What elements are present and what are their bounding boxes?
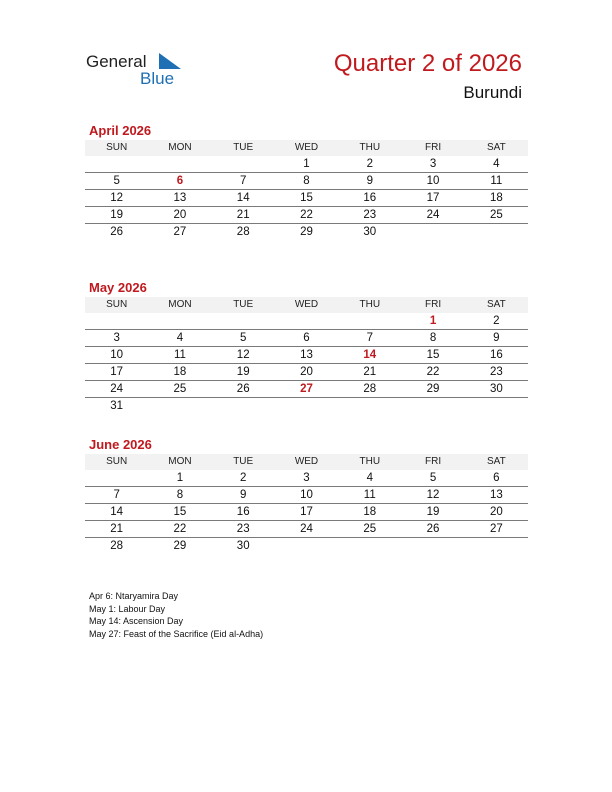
- week-row: [85, 398, 528, 415]
- day-cell: 17: [401, 190, 464, 207]
- day-cell: 8: [148, 487, 211, 504]
- day-cell: 15: [401, 347, 464, 364]
- day-cell: 10: [85, 347, 148, 364]
- day-cell: 6: [275, 330, 338, 347]
- week-row: [85, 156, 528, 173]
- day-cell: [212, 398, 275, 415]
- weekday-header: MON: [148, 454, 211, 470]
- day-cell: [148, 156, 211, 173]
- week-row: [85, 470, 528, 487]
- weekday-header: TUE: [212, 140, 275, 156]
- week-row: [85, 504, 528, 521]
- day-cell: [338, 538, 401, 555]
- day-cell: 18: [465, 190, 528, 207]
- day-cell: 14: [212, 190, 275, 207]
- weekday-header: TUE: [212, 454, 275, 470]
- weekday-header: FRI: [401, 454, 464, 470]
- day-cell: 5: [401, 470, 464, 487]
- month-may: [85, 279, 528, 414]
- day-cell: [212, 156, 275, 173]
- month-title: April 2026: [89, 123, 152, 138]
- day-cell: 28: [110, 540, 124, 552]
- day-cell: 5: [85, 173, 148, 190]
- weekday-header: FRI: [401, 297, 464, 313]
- day-cell: 18: [338, 504, 401, 521]
- weekday-header: WED: [275, 454, 338, 470]
- day-cell: 2: [212, 470, 275, 487]
- week-row: [85, 330, 528, 347]
- month-title: June 2026: [89, 437, 152, 452]
- month-june: [85, 436, 528, 554]
- weekday-header: FRI: [401, 140, 464, 156]
- day-cell: 21: [338, 364, 401, 381]
- week-row: [85, 487, 528, 504]
- day-cell: 4: [465, 156, 528, 173]
- day-cell: [401, 398, 464, 415]
- day-cell: 29: [173, 540, 187, 552]
- day-cell: 12: [401, 487, 464, 504]
- day-cell: [465, 538, 528, 555]
- week-row: [85, 207, 528, 224]
- day-cell: 9: [212, 487, 275, 504]
- week-row: [85, 381, 528, 398]
- month-april: [85, 122, 528, 240]
- day-cell: 1: [275, 156, 338, 173]
- day-cell: 20: [465, 504, 528, 521]
- day-cell: [85, 470, 148, 487]
- day-cell: 3: [401, 156, 464, 173]
- week-row: [85, 190, 528, 207]
- day-cell: 7: [212, 173, 275, 190]
- weekday-header: MON: [148, 140, 211, 156]
- day-cell: 7: [338, 330, 401, 347]
- day-cell: 8: [275, 173, 338, 190]
- holiday-day-cell: 1: [401, 313, 464, 330]
- day-cell: 14: [85, 504, 148, 521]
- day-cell: 17: [275, 504, 338, 521]
- day-cell: 10: [275, 487, 338, 504]
- day-cell: 11: [148, 347, 211, 364]
- day-cell: 29: [401, 381, 464, 398]
- generalblue-logo: [86, 52, 196, 92]
- day-cell: 27: [465, 521, 528, 538]
- day-cell: 13: [275, 347, 338, 364]
- weekday-header: THU: [338, 454, 401, 470]
- country-name: Burundi: [463, 83, 522, 102]
- day-cell: 8: [401, 330, 464, 347]
- day-cell: 30: [465, 381, 528, 398]
- day-cell: [148, 313, 211, 330]
- logo-general-text: General: [86, 52, 147, 71]
- logo-blue-text: Blue: [140, 69, 175, 88]
- day-cell: 15: [148, 504, 211, 521]
- weekday-header: SUN: [85, 454, 148, 470]
- weekday-header: SUN: [85, 140, 148, 156]
- day-cell: 19: [401, 504, 464, 521]
- day-cell: [401, 224, 464, 241]
- day-cell: 30: [236, 540, 250, 552]
- calendar-grid: [85, 140, 528, 240]
- weekday-header: SAT: [465, 297, 528, 313]
- week-row: [85, 173, 528, 190]
- day-cell: 31: [110, 400, 124, 412]
- day-cell: 12: [85, 190, 148, 207]
- week-row: [85, 224, 528, 241]
- day-cell: 1: [148, 470, 211, 487]
- day-cell: 21: [212, 207, 275, 224]
- day-cell: 4: [148, 330, 211, 347]
- day-cell: 24: [85, 381, 148, 398]
- day-cell: 11: [465, 173, 528, 190]
- day-cell: 2: [465, 313, 528, 330]
- weekday-header: TUE: [212, 297, 275, 313]
- day-cell: 7: [85, 487, 148, 504]
- day-cell: 15: [275, 190, 338, 207]
- holiday-note: May 27: Feast of the Sacrifice (Eid al-Adha): [89, 628, 264, 639]
- day-cell: 26: [212, 381, 275, 398]
- week-row: [85, 347, 528, 364]
- week-row: [85, 364, 528, 381]
- day-cell: 13: [148, 190, 211, 207]
- day-cell: 22: [148, 521, 211, 538]
- day-cell: 9: [465, 330, 528, 347]
- weekday-header: SAT: [465, 140, 528, 156]
- day-cell: 21: [85, 521, 148, 538]
- day-cell: 16: [212, 504, 275, 521]
- day-cell: [275, 538, 338, 555]
- day-cell: 19: [85, 207, 148, 224]
- day-cell: [148, 398, 211, 415]
- day-cell: 26: [401, 521, 464, 538]
- weekday-header: SUN: [85, 297, 148, 313]
- day-cell: 25: [465, 207, 528, 224]
- week-row: [85, 313, 528, 330]
- calendar-grid: [85, 297, 528, 414]
- day-cell: 6: [465, 470, 528, 487]
- holiday-note: May 14: Ascension Day: [89, 616, 184, 626]
- day-cell: 4: [338, 470, 401, 487]
- day-cell: [338, 398, 401, 415]
- day-cell: 5: [212, 330, 275, 347]
- day-cell: 25: [338, 521, 401, 538]
- day-cell: 18: [148, 364, 211, 381]
- day-cell: 23: [465, 364, 528, 381]
- day-cell: 19: [212, 364, 275, 381]
- day-cell: 10: [401, 173, 464, 190]
- holiday-day-cell: 6: [148, 173, 211, 190]
- day-cell: [401, 538, 464, 555]
- day-cell: 2: [338, 156, 401, 173]
- day-cell: 22: [401, 364, 464, 381]
- day-cell: 24: [275, 521, 338, 538]
- day-cell: [212, 313, 275, 330]
- day-cell: 3: [85, 330, 148, 347]
- day-cell: 28: [236, 226, 250, 238]
- logo-triangle-icon: [159, 53, 181, 69]
- holiday-day-cell: 14: [338, 347, 401, 364]
- day-cell: 24: [401, 207, 464, 224]
- day-cell: [275, 313, 338, 330]
- weekday-header: WED: [275, 140, 338, 156]
- week-row: [85, 521, 528, 538]
- day-cell: 23: [338, 207, 401, 224]
- day-cell: 22: [275, 207, 338, 224]
- day-cell: 3: [275, 470, 338, 487]
- day-cell: 28: [338, 381, 401, 398]
- day-cell: [338, 313, 401, 330]
- day-cell: [465, 224, 528, 241]
- holiday-notes: [89, 590, 263, 640]
- day-cell: 27: [173, 226, 187, 238]
- day-cell: 16: [465, 347, 528, 364]
- holiday-day-cell: 27: [275, 381, 338, 398]
- day-cell: 25: [148, 381, 211, 398]
- day-cell: 20: [148, 207, 211, 224]
- weekday-header: THU: [338, 140, 401, 156]
- day-cell: 9: [338, 173, 401, 190]
- weekday-header: WED: [275, 297, 338, 313]
- day-cell: 26: [110, 226, 124, 238]
- day-cell: [85, 156, 148, 173]
- holiday-note: Apr 6: Ntaryamira Day: [89, 591, 179, 601]
- weekday-header: MON: [148, 297, 211, 313]
- day-cell: 13: [465, 487, 528, 504]
- day-cell: [85, 313, 148, 330]
- calendar-grid: [85, 454, 528, 554]
- day-cell: [275, 398, 338, 415]
- week-row: [85, 538, 528, 555]
- day-cell: 16: [338, 190, 401, 207]
- day-cell: 17: [85, 364, 148, 381]
- holiday-note: May 1: Labour Day: [89, 603, 166, 614]
- day-cell: [465, 398, 528, 415]
- day-cell: 30: [363, 226, 377, 238]
- page-title: Quarter 2 of 2026: [333, 50, 522, 77]
- day-cell: 20: [275, 364, 338, 381]
- month-title: May 2026: [89, 280, 147, 295]
- day-cell: 23: [212, 521, 275, 538]
- day-cell: 11: [338, 487, 401, 504]
- weekday-header: THU: [338, 297, 401, 313]
- day-cell: 29: [300, 226, 313, 238]
- weekday-header: SAT: [465, 454, 528, 470]
- day-cell: 12: [212, 347, 275, 364]
